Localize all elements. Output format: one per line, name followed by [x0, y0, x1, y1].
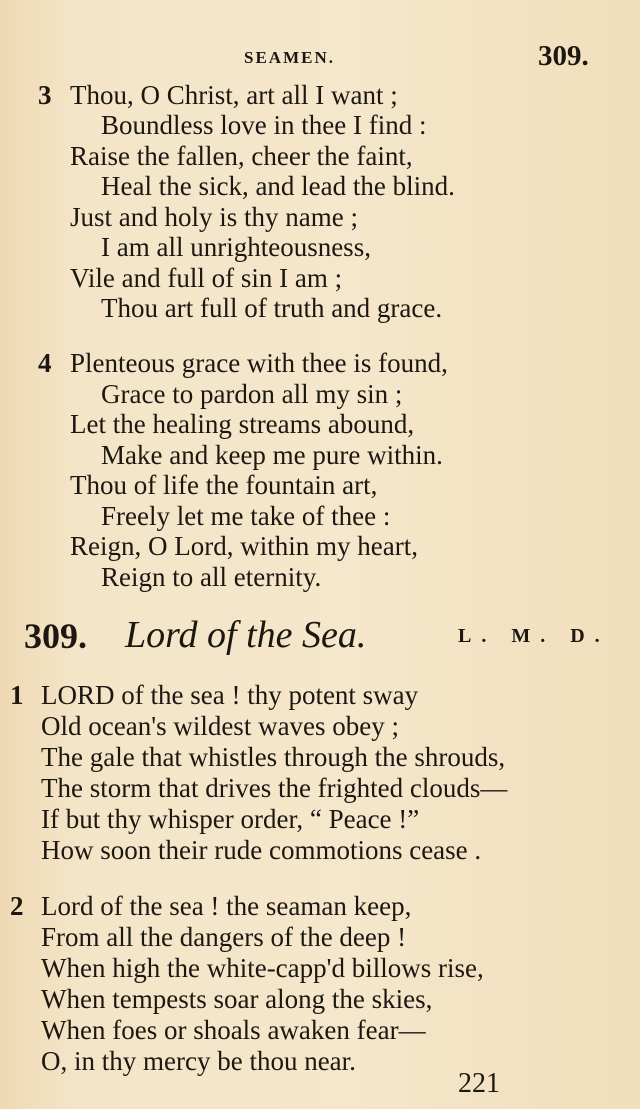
verse-line: Reign to all eternity. — [101, 562, 322, 592]
verse-line: If but thy whisper order, “ Peace !” — [41, 804, 420, 834]
section-name: SEAMEN. — [244, 48, 335, 67]
verse-line: Plenteous grace with thee is found, — [70, 348, 448, 378]
signature-number: 221 — [458, 1068, 500, 1099]
stanza-number: 3 — [38, 80, 52, 110]
verse-line: The storm that drives the frighted clouds— — [41, 773, 508, 803]
verse-line: How soon their rude commotions cease . — [41, 835, 482, 865]
hymn-number: 309. — [24, 616, 87, 656]
stanza-number: 2 — [10, 891, 24, 921]
verse-line: O, in thy mercy be thou near. — [41, 1046, 356, 1076]
verse-line: Old ocean's wildest waves obey ; — [41, 711, 400, 741]
verse-line: Lord of the sea ! the seaman keep, — [41, 891, 412, 921]
verse-line: Raise the fallen, cheer the faint, — [70, 141, 413, 171]
verse-line: LORD of the sea ! thy potent sway — [41, 680, 419, 710]
verse-line: Freely let me take of thee : — [101, 501, 391, 531]
page-number: 309. — [538, 40, 589, 72]
verse-line: Heal the sick, and lead the blind. — [101, 171, 455, 201]
hymn-heading — [0, 613, 640, 663]
verse-line: I am all unrighteousness, — [101, 232, 371, 262]
hymn-title: Lord of the Sea. — [125, 614, 367, 656]
verse-line: Make and keep me pure within. — [101, 440, 443, 470]
stanza-number: 4 — [38, 348, 52, 378]
verse-line: Just and holy is thy name ; — [70, 202, 358, 232]
verse-line: Vile and full of sin I am ; — [70, 263, 343, 293]
verse-line: Thou art full of truth and grace. — [101, 293, 443, 323]
verse-line: Thou of life the fountain art, — [70, 470, 378, 500]
verse-line: Thou, O Christ, art all I want ; — [70, 80, 398, 110]
verse-line: Boundless love in thee I find : — [101, 110, 427, 140]
hymn-meter: L. M. D. — [458, 625, 610, 647]
verse-line: When tempests soar along the skies, — [41, 984, 433, 1014]
verse-line: From all the dangers of the deep ! — [41, 922, 407, 952]
verse-line: The gale that whistles through the shrouds, — [41, 742, 506, 772]
verse-line: When high the white-capp'd billows rise, — [41, 953, 484, 983]
verse-line: Grace to pardon all my sin ; — [101, 379, 403, 409]
verse-line: Let the healing streams abound, — [70, 409, 415, 439]
running-head — [0, 40, 640, 80]
verse-line: When foes or shoals awaken fear— — [41, 1015, 426, 1045]
stanza-number: 1 — [10, 680, 24, 710]
verse-line: Reign, O Lord, within my heart, — [70, 531, 418, 561]
